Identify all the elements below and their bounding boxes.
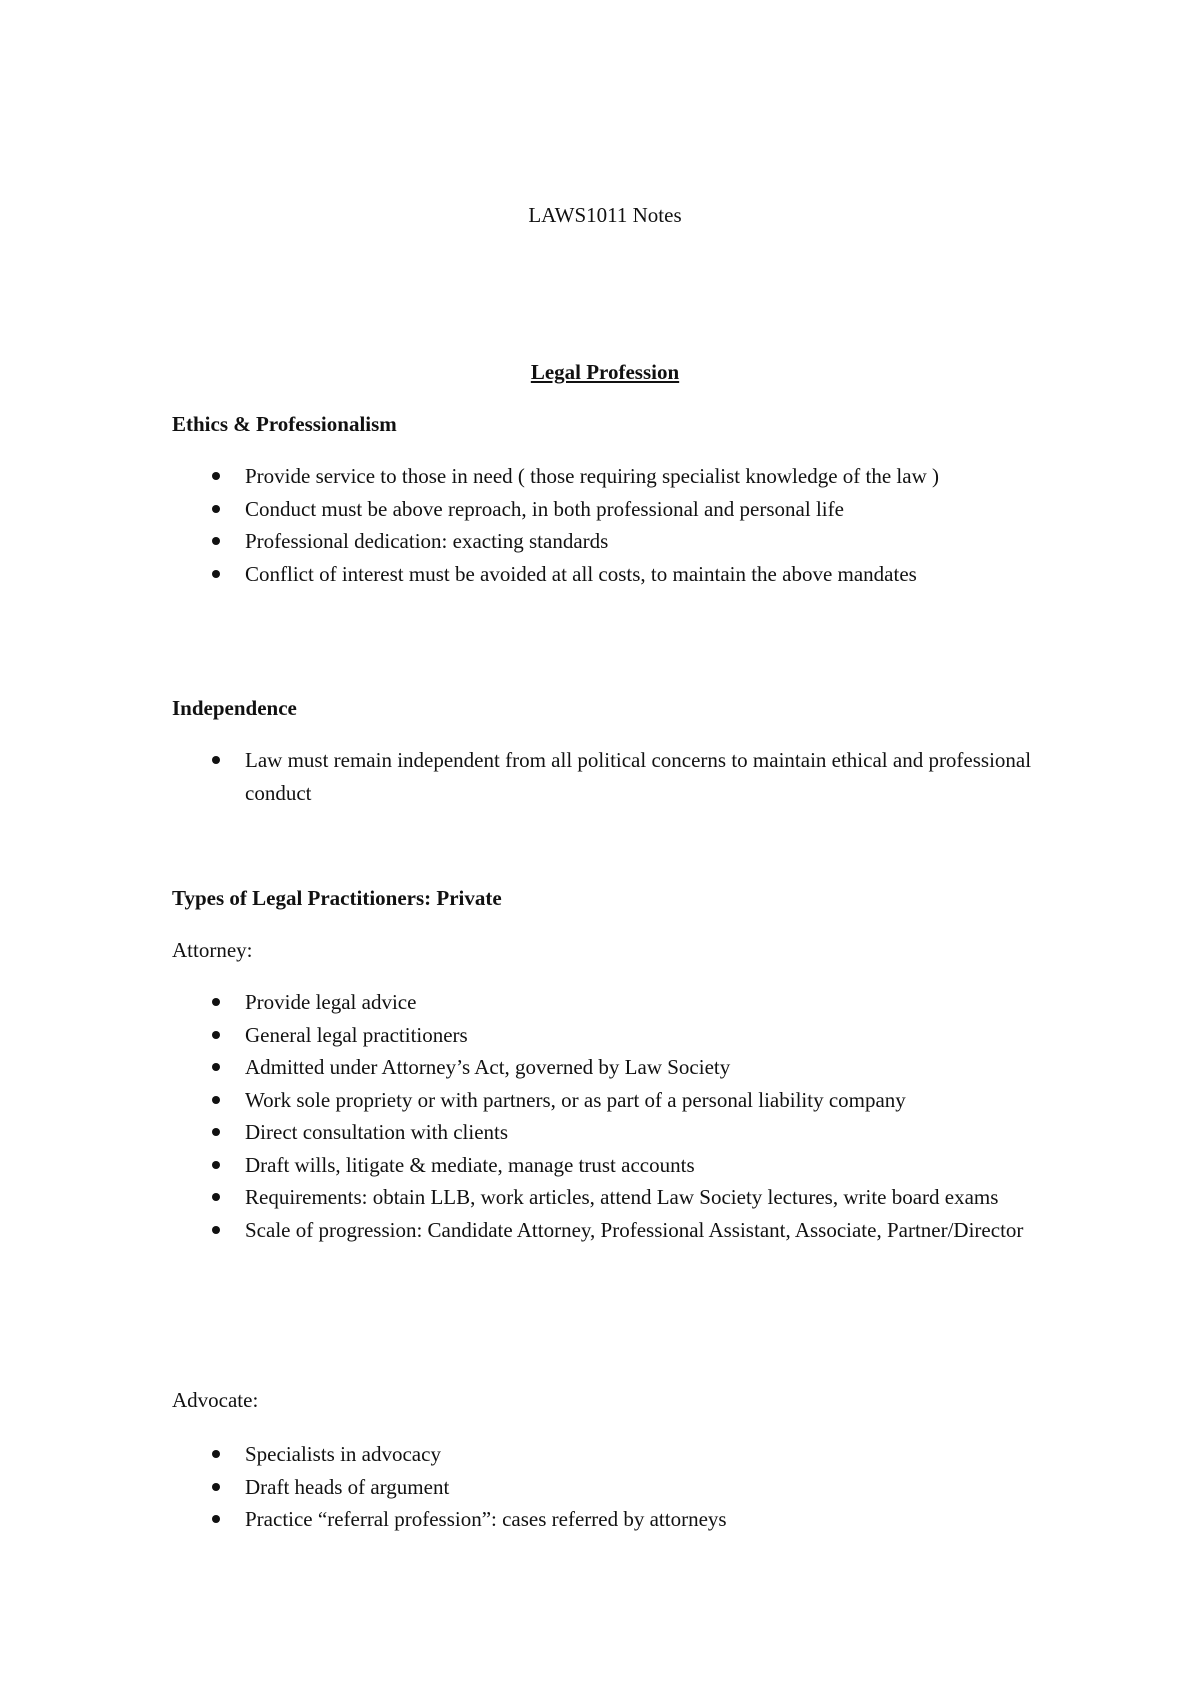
bullet-icon	[212, 1063, 220, 1071]
section-heading: Legal Profession	[530, 360, 680, 384]
list-item: Law must remain independent from all political concerns to maintain ethical and professional conduct	[172, 744, 1052, 809]
bullet-icon	[212, 1450, 220, 1458]
bullet-icon	[212, 570, 220, 578]
list-item: Practice “referral profession”: cases referred by attorneys	[172, 1503, 1052, 1536]
ethics-list	[172, 460, 1052, 590]
advocate-list	[172, 1438, 1052, 1536]
bullet-icon	[212, 1483, 220, 1491]
list-item: Conduct must be above reproach, in both professional and personal life	[172, 493, 1052, 526]
bullet-icon	[212, 1031, 220, 1039]
list-item: Requirements: obtain LLB, work articles, attend Law Society lectures, write board exams	[172, 1181, 1052, 1214]
list-item: Scale of progression: Candidate Attorney, Professional Assistant, Associate, Partner/Director	[172, 1214, 1052, 1247]
practitioners-heading: Types of Legal Practitioners: Private	[172, 886, 502, 910]
list-item: Work sole propriety or with partners, or as part of a personal liability company	[172, 1084, 1052, 1117]
list-item: Provide legal advice	[172, 986, 1052, 1019]
list-item: Draft heads of argument	[172, 1471, 1052, 1504]
list-item: Specialists in advocacy	[172, 1438, 1052, 1471]
list-item: Admitted under Attorney’s Act, governed by Law Society	[172, 1051, 1052, 1084]
list-item: Professional dedication: exacting standards	[172, 525, 1052, 558]
bullet-icon	[212, 505, 220, 513]
bullet-icon	[212, 472, 220, 480]
bullet-icon	[212, 1226, 220, 1234]
attorney-list	[172, 986, 1052, 1246]
bullet-icon	[212, 1515, 220, 1523]
bullet-icon	[212, 1096, 220, 1104]
list-item: Conflict of interest must be avoided at all costs, to maintain the above mandates	[172, 558, 1052, 591]
independence-heading: Independence	[172, 696, 297, 720]
attorney-label: Attorney:	[172, 938, 253, 962]
list-item: Provide service to those in need ( those requiring specialist knowledge of the law )	[172, 460, 1052, 493]
independence-list	[172, 744, 1052, 809]
bullet-icon	[212, 1161, 220, 1169]
list-item: Draft wills, litigate & mediate, manage trust accounts	[172, 1149, 1052, 1182]
list-item: Direct consultation with clients	[172, 1116, 1052, 1149]
advocate-label: Advocate:	[172, 1388, 259, 1412]
ethics-heading: Ethics & Professionalism	[172, 412, 397, 436]
bullet-icon	[212, 1128, 220, 1136]
bullet-icon	[212, 1193, 220, 1201]
bullet-icon	[212, 998, 220, 1006]
list-item: General legal practitioners	[172, 1019, 1052, 1052]
bullet-icon	[212, 756, 220, 764]
bullet-icon	[212, 537, 220, 545]
document-title: LAWS1011 Notes	[528, 203, 682, 227]
